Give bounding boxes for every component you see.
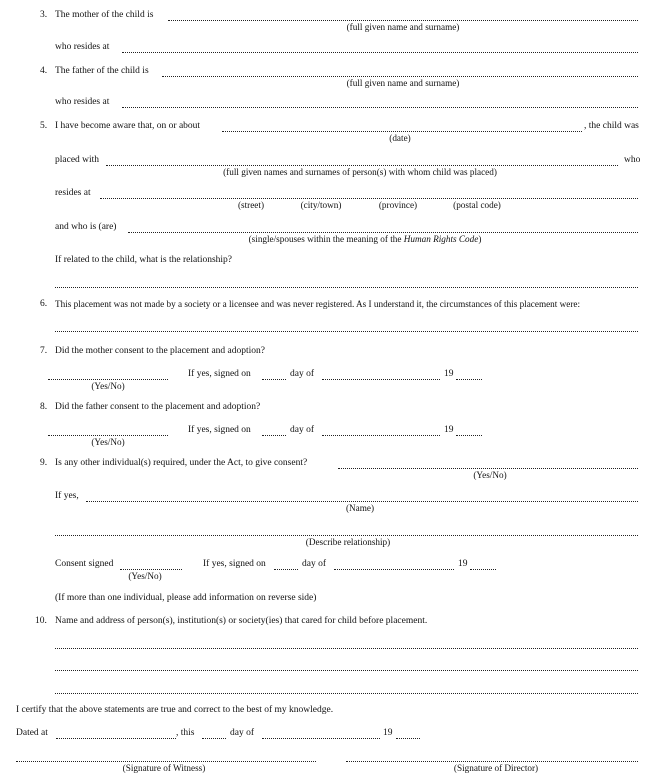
- placed-with-trail: who: [624, 155, 641, 165]
- relationship-question: If related to the child, what is the relationship?: [55, 255, 233, 265]
- mother-consent-yesno: (Yes/No): [91, 381, 125, 391]
- father-resides-label: who resides at: [55, 97, 110, 107]
- other-signed-day-field[interactable]: [274, 569, 298, 570]
- dated-month-field[interactable]: [262, 738, 380, 739]
- father-name-caption: (full given name and surname): [346, 78, 460, 88]
- consent-signed-field[interactable]: [120, 569, 182, 570]
- marital-status-caption: [240, 234, 490, 245]
- father-year-label: 19: [444, 425, 454, 435]
- father-signed-year-field[interactable]: [456, 435, 482, 436]
- dated-at-label: Dated at: [16, 728, 48, 738]
- item-10-label: Name and address of person(s), institution(s) or society(ies) that cared for child before placement.: [55, 616, 428, 626]
- item-3-number: 3.: [40, 10, 48, 20]
- other-year-label: 19: [458, 559, 468, 569]
- mother-name-field[interactable]: [168, 20, 638, 21]
- father-signed-month-field[interactable]: [322, 435, 440, 436]
- mother-address-field[interactable]: [122, 52, 638, 53]
- street-caption: (street): [237, 200, 264, 210]
- item-7-label: Did the mother consent to the placement and adoption?: [55, 346, 265, 356]
- witness-signature-field[interactable]: [16, 761, 316, 762]
- director-signature-caption: (Signature of Director): [453, 763, 539, 773]
- mother-consent-field[interactable]: [48, 379, 168, 380]
- resides-at-label: resides at: [55, 188, 91, 198]
- circumstances-field[interactable]: [55, 331, 638, 332]
- other-consent-field[interactable]: [338, 468, 638, 469]
- item-6-number: 6.: [40, 299, 48, 309]
- mother-signed-year-field[interactable]: [456, 379, 482, 380]
- father-signed-label: If yes, signed on: [188, 425, 251, 435]
- dated-at-field[interactable]: [56, 738, 176, 739]
- item-4-number: 4.: [40, 66, 48, 76]
- item-6-label: This placement was not made by a society or a licensee and was never registered. As I understand it, the circumstances of this placement were:: [55, 299, 581, 309]
- father-signed-day-field[interactable]: [262, 435, 286, 436]
- father-address-field[interactable]: [122, 107, 638, 108]
- marital-caption-close: ): [478, 234, 482, 244]
- province-caption: (province): [378, 200, 418, 210]
- father-consent-field[interactable]: [48, 435, 168, 436]
- dated-year-label: 19: [383, 728, 393, 738]
- item-5-number: 5.: [40, 121, 48, 131]
- mother-signed-month-field[interactable]: [322, 379, 440, 380]
- dated-day-label: day of: [230, 728, 255, 738]
- other-if-yes-label: If yes,: [55, 491, 79, 501]
- item-8-number: 8.: [40, 402, 48, 412]
- city-caption: (city/town): [300, 200, 342, 210]
- item-10-number: 10.: [35, 616, 47, 626]
- more-than-one-note: (If more than one individual, please add information on reverse side): [55, 593, 317, 603]
- item-9-number: 9.: [40, 458, 48, 468]
- other-signed-label: If yes, signed on: [203, 559, 266, 569]
- certify-statement: I certify that the above statements are true and correct to the best of my knowledge.: [16, 705, 334, 715]
- witness-signature-caption: (Signature of Witness): [122, 763, 206, 773]
- consent-signed-yesno: (Yes/No): [128, 571, 162, 581]
- placed-with-label: placed with: [55, 155, 100, 165]
- father-name-field[interactable]: [162, 76, 638, 77]
- prior-care-line-3[interactable]: [55, 693, 638, 694]
- other-signed-month-field[interactable]: [334, 569, 454, 570]
- other-relationship-field[interactable]: [55, 535, 638, 536]
- human-rights-code-text: Human Rights Code: [403, 234, 479, 244]
- marital-status-field[interactable]: [128, 232, 638, 233]
- item-8-label: Did the father consent to the placement and adoption?: [55, 402, 261, 412]
- item-4-label: The father of the child is: [55, 66, 149, 76]
- mother-signed-label: If yes, signed on: [188, 369, 251, 379]
- dated-day-field[interactable]: [202, 738, 226, 739]
- item-5-trail: , the child was: [584, 121, 639, 131]
- postal-code-caption: (postal code): [453, 200, 501, 210]
- father-day-label: day of: [290, 425, 315, 435]
- father-consent-yesno: (Yes/No): [91, 437, 125, 447]
- placement-address-field[interactable]: [100, 198, 638, 199]
- other-consent-yesno: (Yes/No): [473, 470, 507, 480]
- item-5-label: I have become aware that, on or about: [55, 121, 201, 131]
- date-caption: (date): [389, 133, 411, 143]
- relationship-field[interactable]: [55, 287, 638, 288]
- dated-this-label: , this: [176, 728, 195, 738]
- marital-caption-text: (single/spouses within the meaning of the: [248, 234, 404, 244]
- mother-year-label: 19: [444, 369, 454, 379]
- other-day-label: day of: [302, 559, 327, 569]
- other-relationship-caption: (Describe relationship): [305, 537, 391, 547]
- other-signed-year-field[interactable]: [470, 569, 496, 570]
- director-signature-field[interactable]: [346, 761, 638, 762]
- who-is-label: and who is (are): [55, 222, 117, 232]
- other-name-field[interactable]: [86, 501, 638, 502]
- aware-date-field[interactable]: [222, 131, 582, 132]
- item-7-number: 7.: [40, 346, 48, 356]
- item-9-label: Is any other individual(s) required, under the Act, to give consent?: [55, 458, 308, 468]
- mother-day-label: day of: [290, 369, 315, 379]
- mother-resides-label: who resides at: [55, 42, 110, 52]
- mother-name-caption: (full given name and surname): [346, 22, 460, 32]
- item-3-label: The mother of the child is: [55, 10, 154, 20]
- placed-with-caption: (full given names and surnames of person(s) with whom child was placed): [223, 167, 497, 177]
- consent-signed-label: Consent signed: [55, 559, 114, 569]
- other-name-caption: (Name): [345, 503, 375, 513]
- prior-care-line-1[interactable]: [55, 648, 638, 649]
- placed-with-field[interactable]: [106, 165, 618, 166]
- mother-signed-day-field[interactable]: [262, 379, 286, 380]
- prior-care-line-2[interactable]: [55, 670, 638, 671]
- dated-year-field[interactable]: [396, 738, 420, 739]
